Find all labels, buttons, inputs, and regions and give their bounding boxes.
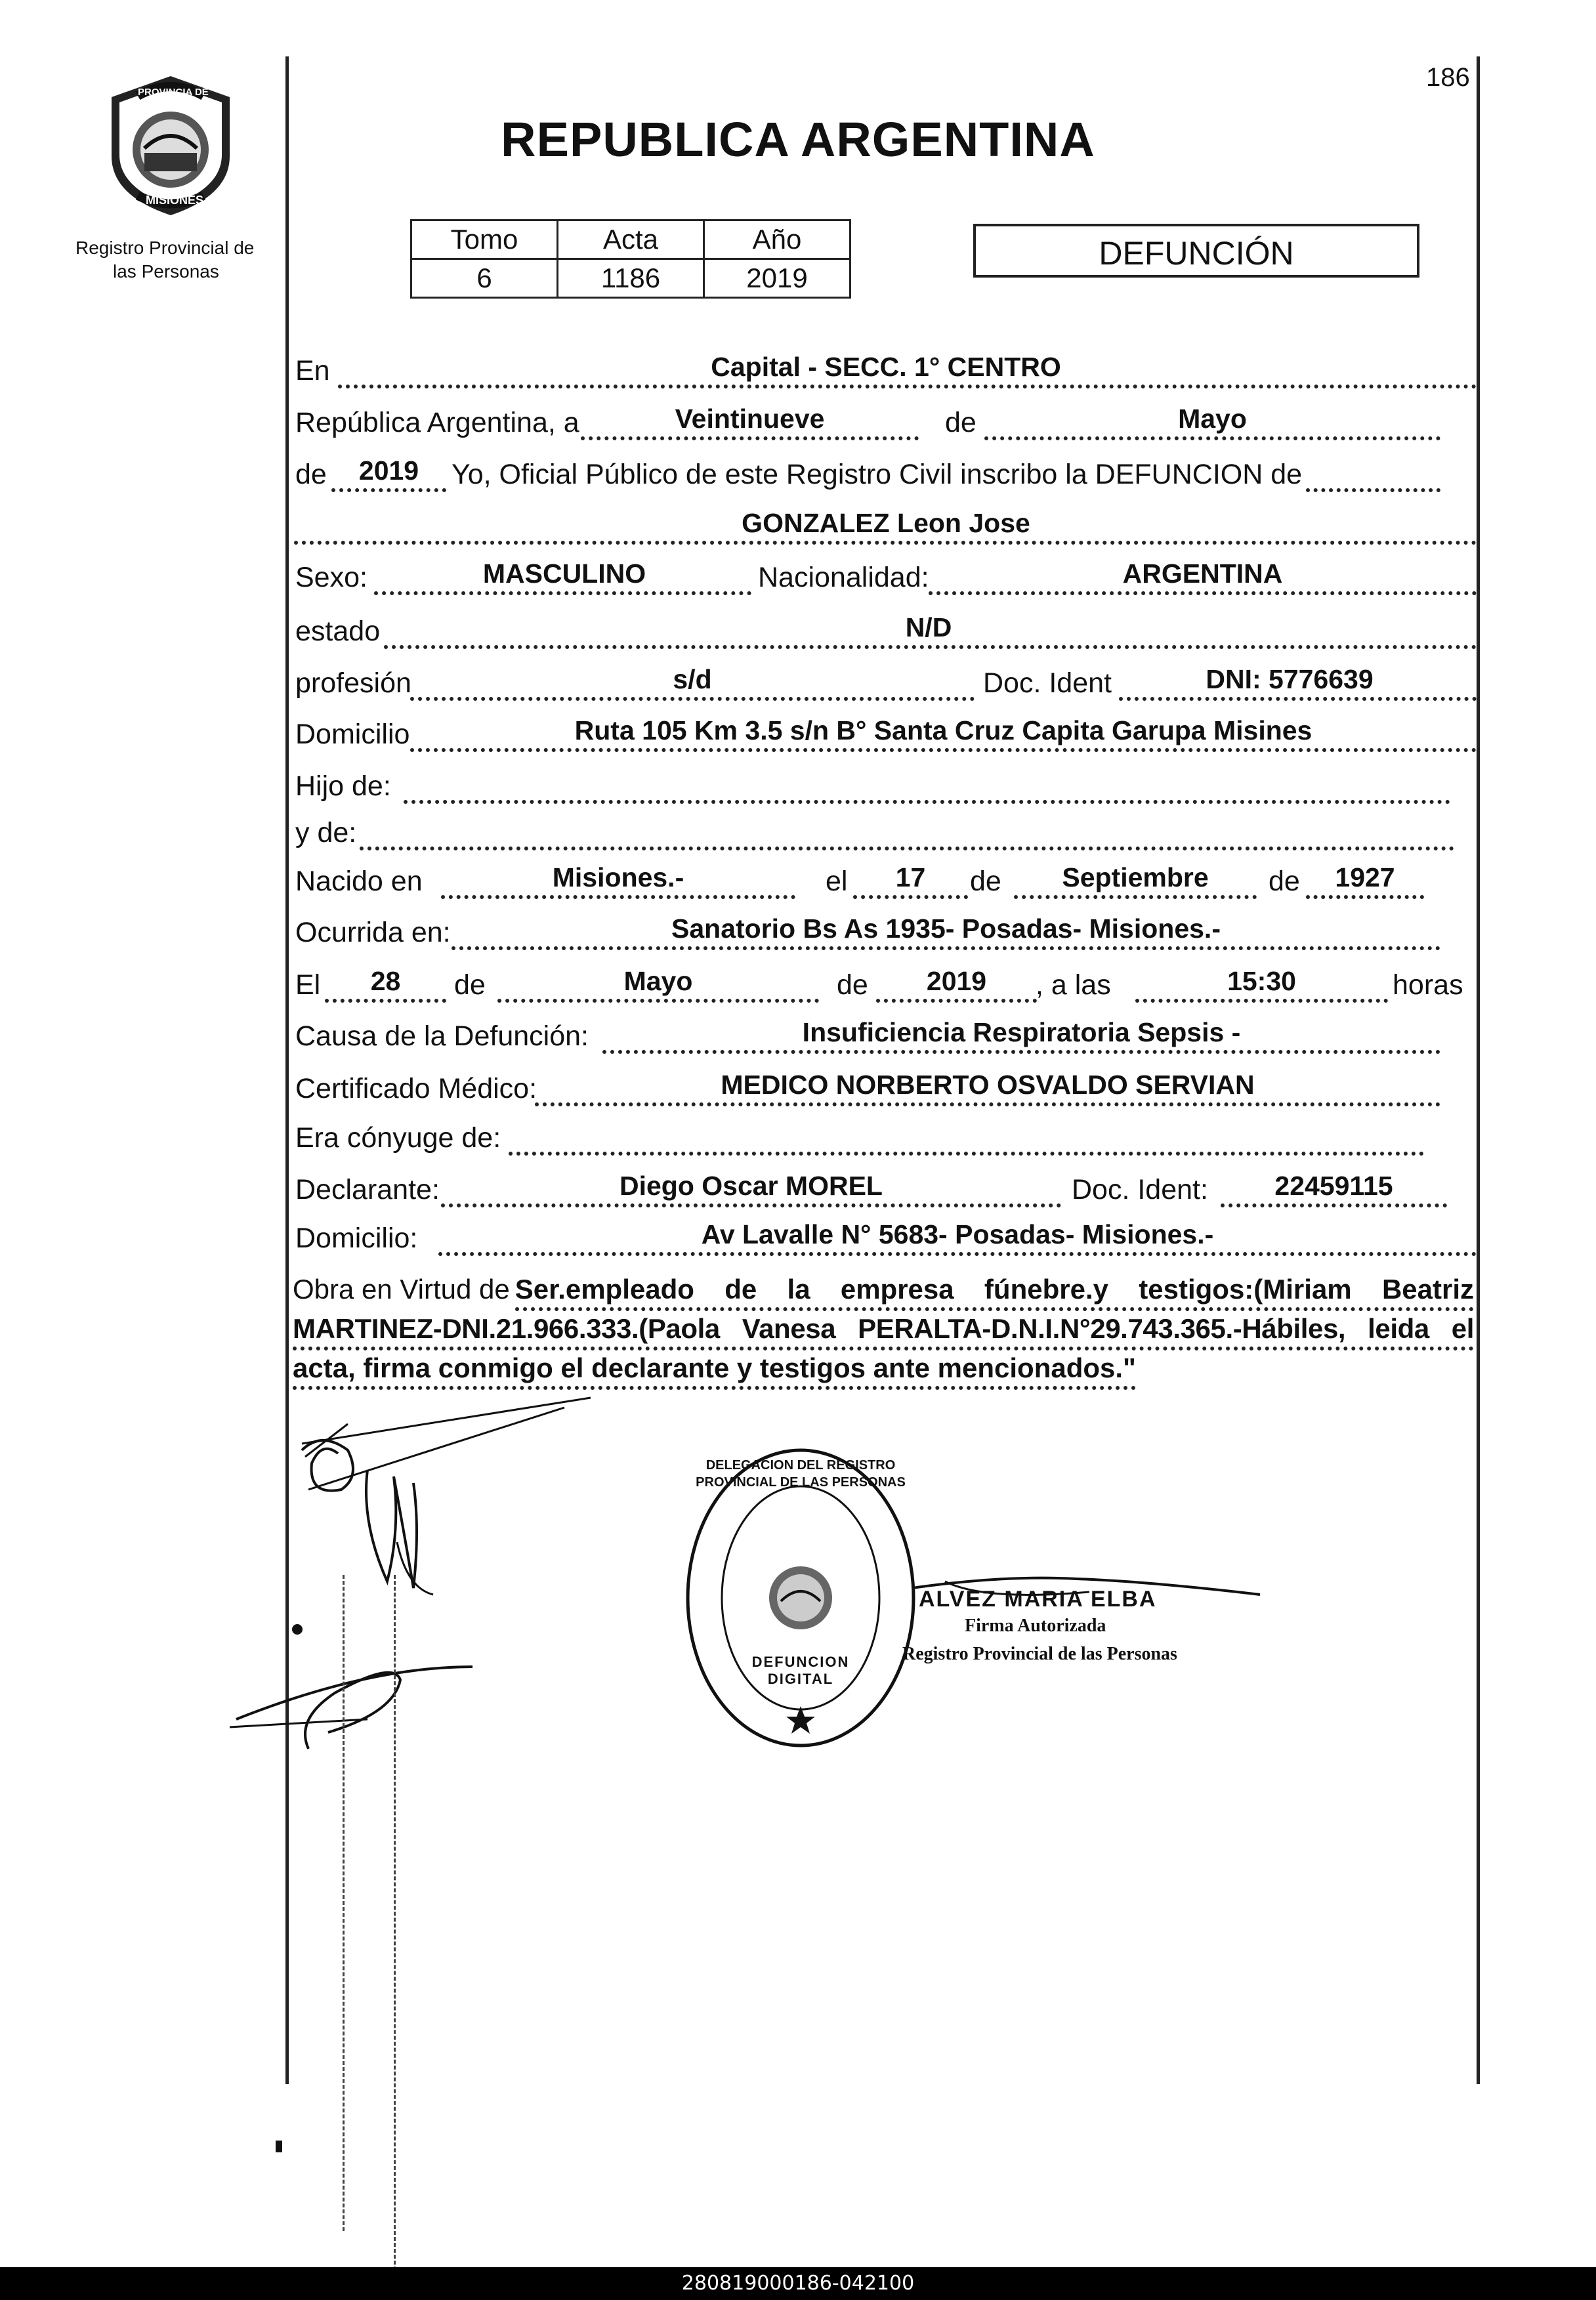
birth-de1-label: de: [970, 866, 1001, 897]
record-table-header-row: [411, 220, 850, 259]
death-de2-label: de: [837, 969, 868, 1001]
birth-year-value: 1927: [1335, 862, 1395, 892]
death-day-value: 28: [370, 966, 401, 996]
hijo-dotted-line: [404, 800, 1450, 804]
record-table: [410, 219, 851, 299]
month-value: Mayo: [1178, 404, 1247, 434]
decl-doc-dotted-line: [1221, 1203, 1447, 1207]
birth-month-dotted-line: [1014, 895, 1257, 899]
year-value: 2019: [358, 455, 419, 486]
profesion-value: s/d: [673, 664, 712, 694]
country-title: REPUBLICA ARGENTINA: [501, 112, 1095, 167]
table-value-anio: 2019: [704, 259, 850, 298]
ink-mark-2: [276, 2141, 282, 2152]
signatory-role: Firma Autorizada: [965, 1616, 1106, 1636]
el-label: el: [826, 866, 848, 897]
declaration-dotted-line: [1306, 488, 1440, 492]
decl-dom-label: Domicilio:: [295, 1223, 418, 1254]
fold-mark-2: [394, 1575, 396, 2270]
birth-de2-label: de: [1269, 866, 1300, 897]
registry-name-line1: Registro Provincial de: [75, 238, 255, 258]
horas-label: horas: [1393, 969, 1463, 1001]
doc-ident-dotted-line: [1119, 697, 1477, 701]
decl-dom-value: Av Lavalle N° 5683- Posadas- Misiones.-: [701, 1219, 1214, 1249]
declarante-value: Diego Oscar MOREL: [620, 1171, 883, 1201]
day-dotted-line: [581, 436, 919, 440]
year-prefix-label: de: [295, 459, 327, 490]
nacido-dotted-line: [441, 895, 795, 899]
de-label-1: de: [945, 407, 976, 438]
footer-code: 280819000186-042100: [0, 2267, 1596, 2300]
official-stamp: [682, 1444, 919, 1752]
day-words-value: Veintinueve: [675, 404, 825, 434]
estado-dotted-line: [384, 645, 1477, 649]
death-year-dotted-line: [876, 999, 1037, 1003]
table-header-tomo: Tomo: [411, 220, 558, 259]
nacionalidad-value: ARGENTINA: [1122, 558, 1283, 589]
estado-label: estado: [295, 616, 381, 647]
nacionalidad-dotted-line: [929, 591, 1477, 595]
seal-text-top: PROVINCIA DE: [138, 87, 209, 98]
death-year-value: 2019: [926, 966, 987, 996]
sexo-value: MASCULINO: [482, 558, 646, 589]
conyuge-label: Era cónyuge de:: [295, 1122, 501, 1154]
record-type-box: DEFUNCIÓN: [973, 224, 1419, 278]
obra-line-3: acta, firma conmigo el declarante y testigos ante mencionados.": [293, 1350, 1136, 1390]
ink-mark-1: [292, 1624, 303, 1635]
doc-ident-label: Doc. Ident: [983, 667, 1112, 699]
obra-label: Obra en Virtud de: [293, 1274, 510, 1305]
domicilio-dotted-line: [410, 748, 1477, 752]
rep-label: República Argentina, a: [295, 407, 579, 438]
el2-label: El: [295, 969, 321, 1001]
yde-label: y de:: [295, 817, 357, 848]
birth-year-dotted-line: [1306, 895, 1424, 899]
death-month-value: Mayo: [623, 966, 693, 996]
name-dotted-line: [294, 541, 1477, 545]
causa-dotted-line: [602, 1050, 1440, 1054]
yde-dotted-line: [360, 847, 1454, 850]
table-header-acta: Acta: [558, 220, 704, 259]
decl-doc-label: Doc. Ident:: [1072, 1174, 1208, 1205]
table-header-anio: Año: [704, 220, 850, 259]
en-dotted-line: [338, 385, 1477, 388]
causa-value: Insuficiencia Respiratoria Sepsis -: [802, 1017, 1241, 1047]
cert-dotted-line: [535, 1102, 1440, 1106]
cert-label: Certificado Médico:: [295, 1073, 537, 1104]
declaration-text: Yo, Oficial Público de este Registro Civil inscribo la DEFUNCION de: [452, 459, 1303, 490]
left-border-line: [285, 56, 289, 2084]
ocurrida-dotted-line: [452, 946, 1440, 950]
declarante-dotted-line: [441, 1203, 1061, 1207]
stamp-outer-text: DELEGACION DEL REGISTRO PROVINCIAL DE LAS PERSONAS: [696, 1458, 906, 1490]
obra-line-1: Ser.empleado de la empresa fúnebre.y testigos:(Miriam Beatriz: [515, 1272, 1474, 1311]
alas-label: , a las: [1036, 969, 1111, 1001]
death-de1-label: de: [454, 969, 486, 1001]
month-dotted-line: [984, 436, 1440, 440]
domicilio-value: Ruta 105 Km 3.5 s/n B° Santa Cruz Capita Garupa Misines: [574, 715, 1312, 745]
deceased-name-value: GONZALEZ Leon Jose: [742, 508, 1030, 538]
obra-line-2: MARTINEZ-DNI.21.966.333.(Paola Vanesa PERALTA-D.N.I.N°29.743.365.-Hábiles, leida el: [293, 1311, 1474, 1350]
birth-day-dotted-line: [853, 895, 968, 899]
decl-dom-dotted-line: [438, 1252, 1477, 1256]
sexo-label: Sexo:: [295, 562, 368, 593]
en-label: En: [295, 355, 330, 387]
right-border-line: [1477, 56, 1480, 2084]
signatory-office: Registro Provincial de las Personas: [902, 1644, 1177, 1664]
profesion-label: profesión: [295, 667, 411, 699]
year-dotted-line: [331, 488, 446, 492]
death-time-dotted-line: [1135, 999, 1388, 1003]
nacionalidad-label: Nacionalidad:: [758, 562, 929, 593]
signatory-name: ALVEZ MARIA ELBA: [919, 1587, 1157, 1612]
ocurrida-value: Sanatorio Bs As 1935- Posadas- Misiones.-: [671, 913, 1221, 944]
nacido-label: Nacido en: [295, 866, 423, 897]
table-value-tomo: 6: [411, 259, 558, 298]
domicilio-label: Domicilio: [295, 719, 410, 750]
declarante-label: Declarante:: [295, 1174, 440, 1205]
record-table-value-row: [411, 259, 850, 298]
seal-text-bottom: MISIONES: [146, 194, 204, 207]
sexo-dotted-line: [374, 591, 751, 595]
obra-paragraph: [293, 1272, 1474, 1390]
doc-ident-value: DNI: 5776639: [1206, 664, 1374, 694]
stamp-inner-text: DEFUNCION DIGITAL: [751, 1654, 850, 1687]
cert-value: MEDICO NORBERTO OSVALDO SERVIAN: [721, 1070, 1255, 1100]
table-value-acta: 1186: [558, 259, 704, 298]
decl-doc-value: 22459115: [1274, 1171, 1393, 1201]
fold-mark-1: [343, 1575, 345, 2231]
page-number: 186: [1426, 63, 1470, 92]
death-month-dotted-line: [497, 999, 819, 1003]
declarant-signature: [197, 1378, 656, 1772]
estado-value: N/D: [905, 612, 952, 642]
birth-day-value: 17: [895, 862, 926, 892]
hijo-label: Hijo de:: [295, 770, 391, 802]
birth-month-value: Septiembre: [1062, 862, 1209, 892]
registry-name-line2: las Personas: [113, 261, 219, 282]
death-time-value: 15:30: [1227, 966, 1296, 996]
nacido-value: Misiones.-: [552, 862, 684, 892]
en-value: Capital - SECC. 1° CENTRO: [711, 352, 1061, 382]
death-day-dotted-line: [325, 999, 446, 1003]
causa-label: Causa de la Defunción:: [295, 1020, 589, 1052]
ocurrida-label: Ocurrida en:: [295, 917, 451, 948]
profesion-dotted-line: [410, 697, 975, 701]
conyuge-dotted-line: [509, 1152, 1424, 1156]
